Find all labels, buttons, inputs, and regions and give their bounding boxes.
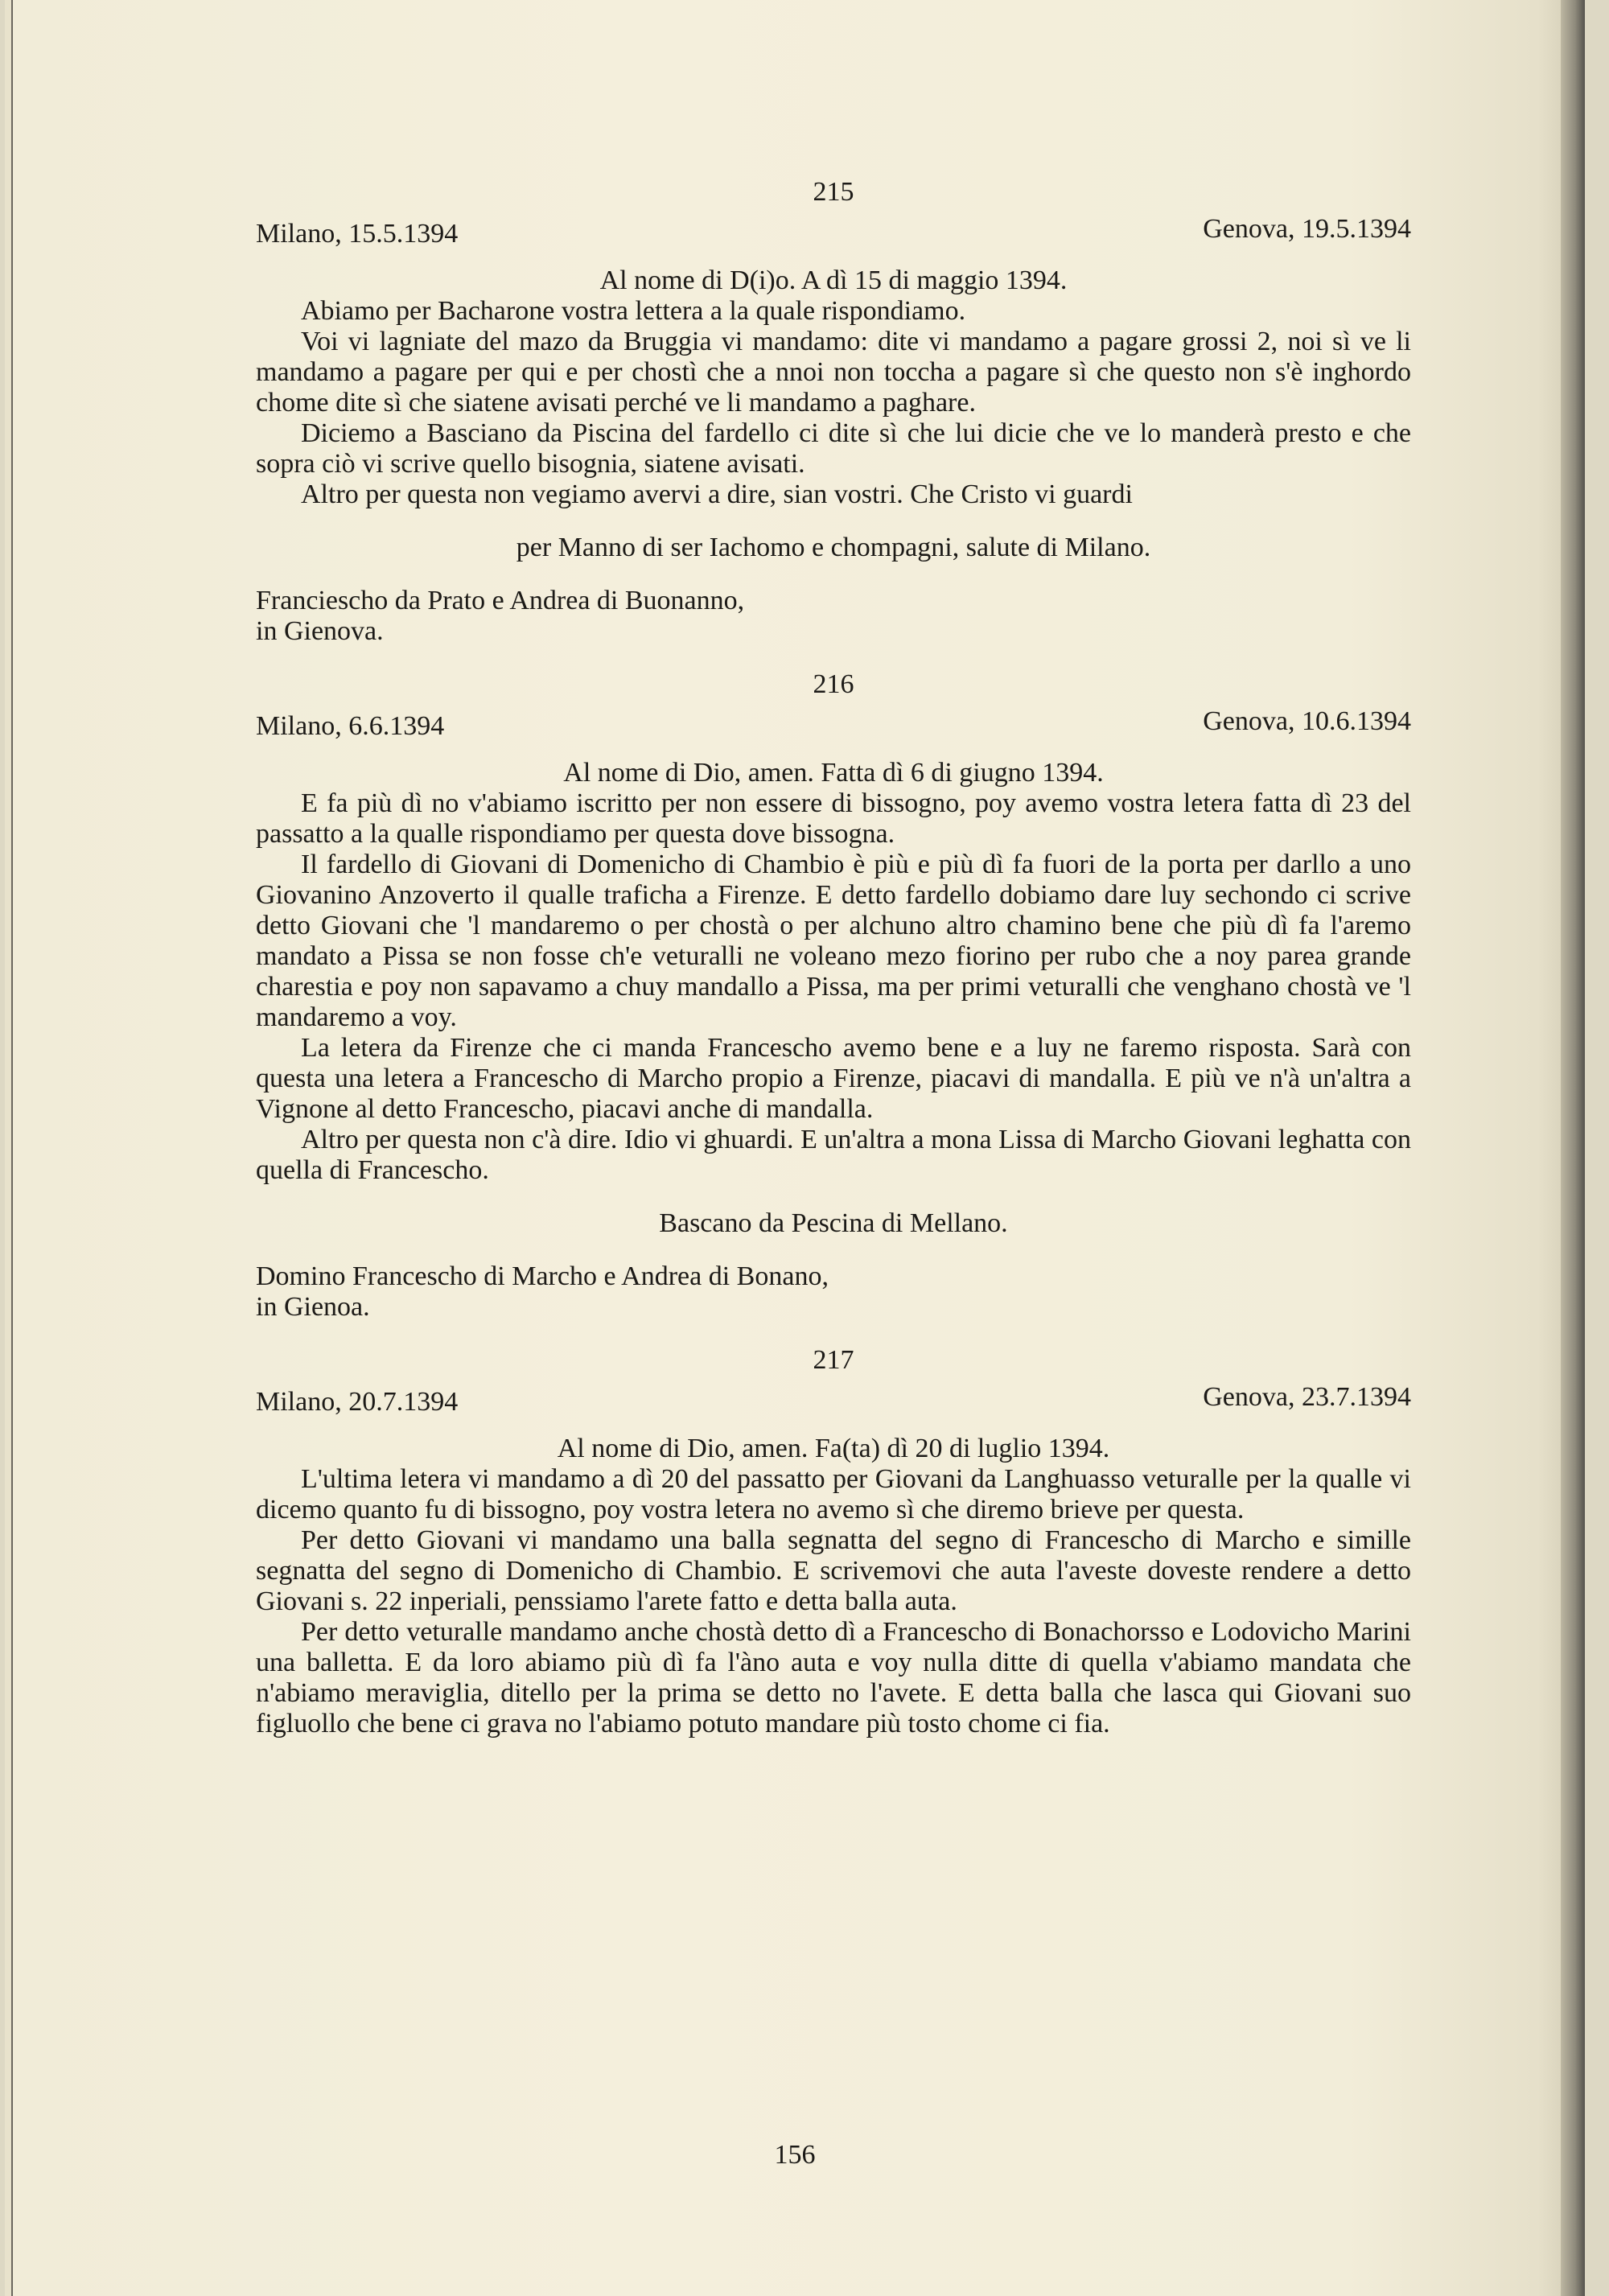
letter-number: 215 — [813, 177, 854, 207]
page-number: 156 — [774, 2140, 816, 2170]
letter-opening: Al nome di Dio, amen. Fa(ta) dì 20 di luglio 1394. — [557, 1434, 1110, 1463]
letter-217 — [256, 1345, 1411, 1739]
page-gutter-shadow — [1561, 0, 1585, 2296]
letter-215 — [256, 177, 1411, 647]
letter-signature: per Manno di ser Iachomo e chompagni, salute di Milano. — [516, 533, 1151, 562]
letter-paragraph: Voi vi lagniate del mazo da Bruggia vi mandamo: dite vi mandamo a pagare grossi 2, noi sì ve li mandamo a pagare per qui e per chostì che a nnoi non toccha a pagare sì che questo non s'è inghordo chome dite sì che siatene avisati perché ve li mandamo a paghare. — [256, 327, 1411, 418]
letter-origin: Milano, 20.7.1394 — [256, 1387, 459, 1417]
letter-216 — [256, 669, 1411, 1323]
letter-destination: Genova, 19.5.1394 — [1203, 214, 1411, 244]
page-content — [256, 177, 1411, 1739]
letter-header — [256, 177, 1411, 257]
letter-paragraph: Il fardello di Giovani di Domenicho di Chambio è più e più dì fa fuori de la porta per darllo a uno Giovanino Anzoverto il qualle traficha a Firenze. E detto fardello dobiamo dare luy sechondo ci scrive detto Giovani che 'l mandaremo o per chostà o per alchuno altro chamino bene che più dì fa l'aremo mandato a Pissa se non fosse ch'e veturalli ne voleano mezo fiorino per rubo che a noy parea grande charestia e poy non sapavamo a chuy mandallo a Pissa, ma per primi veturalli che venghano chostà ve 'l mandaremo a voy. — [256, 850, 1411, 1032]
letter-number: 217 — [813, 1345, 854, 1375]
letter-address-line: in Gienoa. — [256, 1292, 370, 1322]
letter-header — [256, 669, 1411, 750]
letter-number: 216 — [813, 669, 854, 699]
letter-destination: Genova, 23.7.1394 — [1203, 1382, 1411, 1412]
letter-address-line: Domino Francescho di Marcho e Andrea di Bonano, — [256, 1261, 829, 1291]
letter-paragraph: Per detto veturalle mandamo anche chostà detto dì a Francescho di Bonachorsso e Lodovicho Marini una balletta. E da loro abiamo più dì fa l'àno auta e voy nulla ditte di quella v'abiamo mandata che n'abiamo meraviglia, ditello per la prima se detto no l'avete. E detta balla che lasca qui Giovani suo figluollo che bene ci grava no l'abiamo potuto mandare più tosto chome ci fia. — [256, 1617, 1411, 1738]
letter-origin: Milano, 6.6.1394 — [256, 711, 445, 741]
letter-signature: Bascano da Pescina di Mellano. — [659, 1208, 1008, 1238]
letter-paragraph: Altro per questa non vegiamo avervi a dire, sian vostri. Che Cristo vi guardi — [301, 479, 1133, 509]
book-page — [5, 0, 1585, 2296]
letter-paragraph: E fa più dì no v'abiamo iscritto per non essere di bissogno, poy avemo vostra letera fatta dì 23 del passatto a la qualle rispondiamo per questa dove bissogna. — [256, 788, 1411, 849]
letter-destination: Genova, 10.6.1394 — [1203, 706, 1411, 736]
letter-paragraph: Altro per questa non c'à dire. Idio vi ghuardi. E un'altra a mona Lissa di Marcho Giovani leghatta con quella di Francescho. — [256, 1125, 1411, 1185]
letter-paragraph: Abiamo per Bacharone vostra lettera a la quale rispondiamo. — [301, 296, 966, 326]
letter-header — [256, 1345, 1411, 1426]
letter-address-line: in Gienova. — [256, 616, 384, 646]
letter-paragraph: Diciemo a Basciano da Piscina del fardello ci dite sì che lui dicie che ve lo manderà presto e che sopra ciò vi scrive quello bisognia, siatene avisati. — [256, 418, 1411, 479]
letter-origin: Milano, 15.5.1394 — [256, 219, 459, 249]
letter-opening: Al nome di Dio, amen. Fatta dì 6 di giugno 1394. — [563, 758, 1104, 788]
letter-address-line: Franciescho da Prato e Andrea di Buonanno, — [256, 586, 745, 615]
letter-paragraph: Per detto Giovani vi mandamo una balla segnatta del segno di Francescho di Marcho e simille segnatta del segno di Domenicho di Chambio. E scrivemovi che auta l'aveste doveste rendere a detto Giovani s. 22 inperiali, penssiamo l'arete fatto e detta balla auta. — [256, 1525, 1411, 1616]
page-left-edge — [5, 0, 13, 2296]
letter-paragraph: La letera da Firenze che ci manda Francescho avemo bene e a luy ne faremo risposta. Sarà con questa una letera a Francescho di Marcho propio a Firenze, piacavi di mandalla. E più ve n'à un'altra a Vignone al detto Francescho, piacavi anche di mandalla. — [256, 1033, 1411, 1124]
letter-paragraph: L'ultima letera vi mandamo a dì 20 del passatto per Giovani da Langhuasso veturalle per la qualle vi dicemo quanto fu di bissogno, poy vostra letera no avemo sì che diremo brieve per questa. — [256, 1464, 1411, 1524]
letter-opening: Al nome di D(i)o. A dì 15 di maggio 1394. — [599, 265, 1068, 295]
